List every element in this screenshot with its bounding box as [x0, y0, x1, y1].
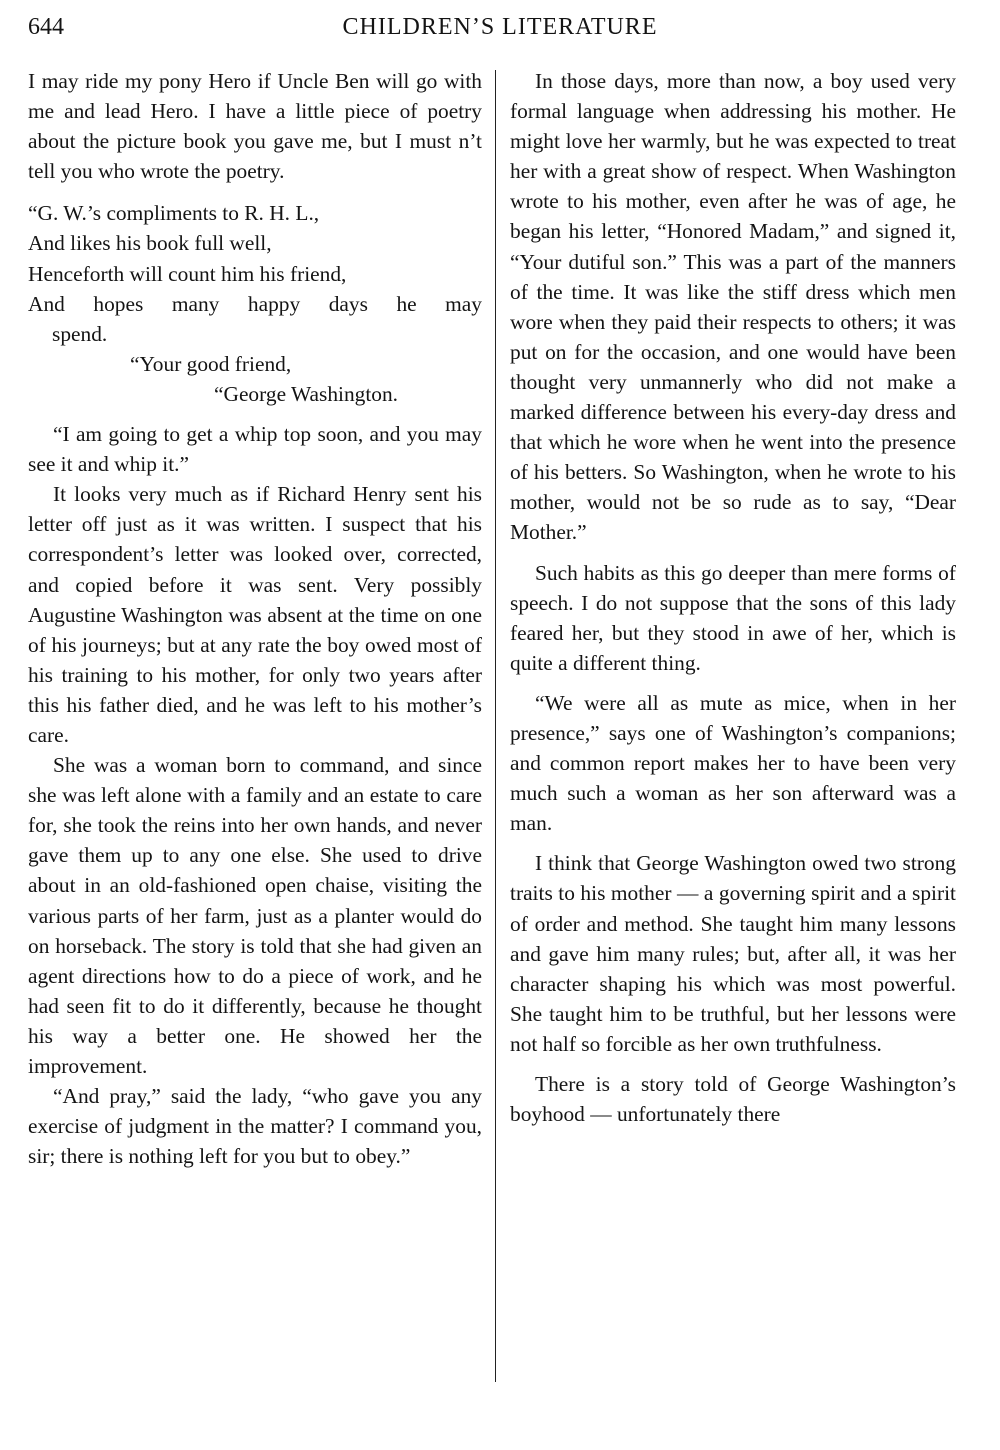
paragraph: It looks very much as if Richard Henry sent his letter off just as it was written. I suspect that his correspondent’s letter was looked over, corrected, and copied before it was sent. Very possibly Augustine Washington was absent at the time on one of his journeys; but at any rate the boy owed most of his training to his mother, for only two years after this his father died, and he was left to his mother’s care.	[28, 482, 482, 747]
page-header	[0, 10, 1000, 50]
poem-line: And likes his book full well,	[28, 231, 272, 256]
paragraph: There is a story told of George Washington’s boyhood — unfortunately there	[510, 1072, 956, 1127]
running-title: CHILDREN’S LITERATURE	[342, 14, 658, 40]
letter-closing: “Your good friend,	[130, 351, 292, 376]
paragraph: “We were all as mute as mice, when in her presence,” says one of Washington’s companions; and common report makes her to have been very much such a woman as her son afterward was a man.	[510, 690, 956, 836]
paragraph: “I am going to get a whip top soon, and you may see it and whip it.”	[28, 422, 482, 477]
poem	[28, 198, 482, 409]
paragraph: I think that George Washington owed two strong traits to his mother — a governing spirit and a spirit of order and method. She taught him many lessons and gave him many rules; but, after all, it was her character shaping his which was most powerful. She taught him to be truthful, but her lessons were not half so forcible as her own truthfulness.	[510, 851, 956, 1056]
paragraph: In those days, more than now, a boy used very formal language when addressing his mother. He might love her warmly, but he was expected to treat her with a great show of respect. When Washington wrote to his mother, even after he was of age, he began his letter, “Honored Madam,” and signed it, “Your dutiful son.” This was a part of the manners of the time. It was like the stiff dress which men wore when they paid their respects to others; it was put on for the occasion, and one would have been thought very unmannerly who did not make a marked difference between his every-day dress and that which he wore when he went into the presence of his betters. So Washington, when he wrote to his mother, would not be so rude as to say, “Dear Mother.”	[510, 69, 956, 545]
page-number: 644	[28, 14, 64, 40]
poem-line: And hopes many happy days he may	[28, 291, 482, 316]
paragraph: She was a woman born to command, and since she was left alone with a family and an estate to care for, she took the reins into her own hands, and never gave them up to any one else. She used to drive about in an old-fashioned open chaise, visiting the various parts of her farm, just as a planter would do on horseback. The story is told that she had given an agent directions how to do a piece of work, and he had seen fit to do it differently, because he thought his way a better one. He showed her the improvement.	[28, 753, 482, 1078]
poem-line: “G. W.’s compliments to R. H. L.,	[28, 201, 320, 226]
left-column	[28, 66, 482, 1171]
paragraph: I may ride my pony Hero if Uncle Ben will go with me and lead Hero. I have a little piece of poetry about the picture book you gave me, but I must n’t tell you who wrote the poetry.	[28, 69, 482, 184]
letter-signature: “George Washington.	[214, 381, 399, 406]
column-divider	[495, 70, 496, 1382]
right-column	[510, 66, 956, 1129]
paragraph: Such habits as this go deeper than mere forms of speech. I do not suppose that the sons of this lady feared her, but they stood in awe of her, which is quite a different thing.	[510, 560, 956, 675]
paragraph: “And pray,” said the lady, “who gave you any exercise of judgment in the matter? I command you, sir; there is nothing left for you but to obey.”	[28, 1084, 482, 1169]
poem-line: Henceforth will count him his friend,	[28, 261, 347, 286]
poem-line: spend.	[52, 321, 108, 346]
